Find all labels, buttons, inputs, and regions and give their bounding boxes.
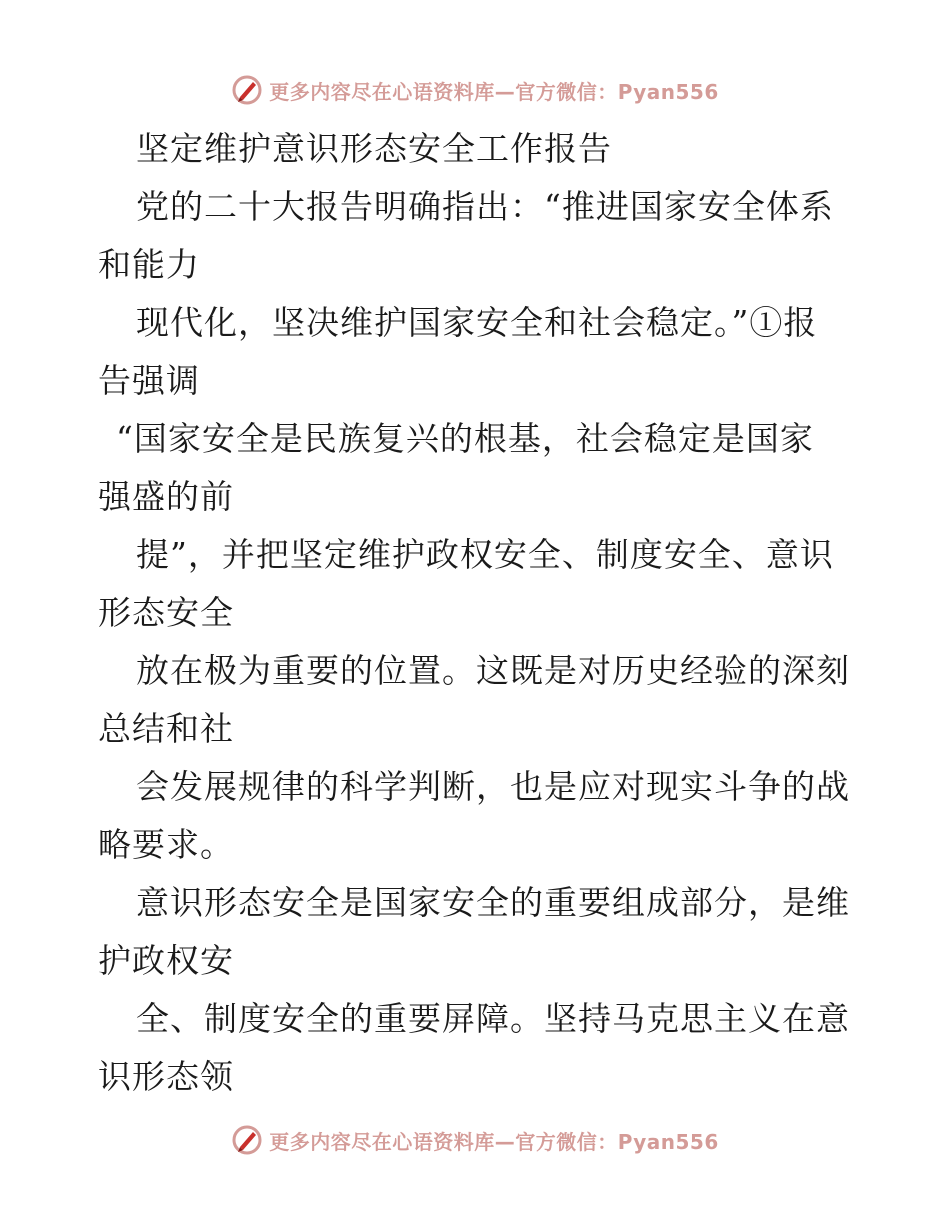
paragraph-line: 形态安全 <box>98 593 234 632</box>
paragraph-line: 意识形态安全是国家安全的重要组成部分，是维 <box>136 883 850 922</box>
paragraph-line: 会发展规律的科学判断，也是应对现实斗争的战 <box>136 767 850 806</box>
paragraph-line: 告强调 <box>98 361 200 400</box>
paragraph-line: 全、制度安全的重要屏障。坚持马克思主义在意 <box>136 999 850 1038</box>
paragraph-line: 总结和社 <box>98 709 234 748</box>
paragraph-line: “国家安全是民族复兴的根基，社会稳定是国家 <box>116 419 814 458</box>
pen-logo-icon <box>231 74 263 106</box>
pen-logo-icon <box>231 1124 263 1156</box>
document-title: 坚定维护意识形态安全工作报告 <box>136 129 612 168</box>
paragraph-line: 略要求。 <box>98 825 234 864</box>
header-banner-text: 更多内容尽在心语资料库—官方微信：Pyan556 <box>269 79 719 104</box>
paragraph-line: 识形态领 <box>98 1057 234 1096</box>
footer-banner-text: 更多内容尽在心语资料库—官方微信：Pyan556 <box>269 1129 719 1154</box>
paragraph-line: 提”，并把坚定维护政权安全、制度安全、意识 <box>136 535 834 574</box>
footer-banner <box>0 1120 950 1160</box>
paragraph-line: 护政权安 <box>98 941 234 980</box>
paragraph-line: 党的二十大报告明确指出：“推进国家安全体系 <box>136 187 834 226</box>
paragraph-line: 现代化，坚决维护国家安全和社会稳定。”①报 <box>136 303 818 342</box>
header-banner <box>0 70 950 110</box>
document-body <box>98 120 858 1106</box>
paragraph-line: 和能力 <box>98 245 200 284</box>
paragraph-line: 强盛的前 <box>98 477 234 516</box>
paragraph-line: 放在极为重要的位置。这既是对历史经验的深刻 <box>136 651 850 690</box>
